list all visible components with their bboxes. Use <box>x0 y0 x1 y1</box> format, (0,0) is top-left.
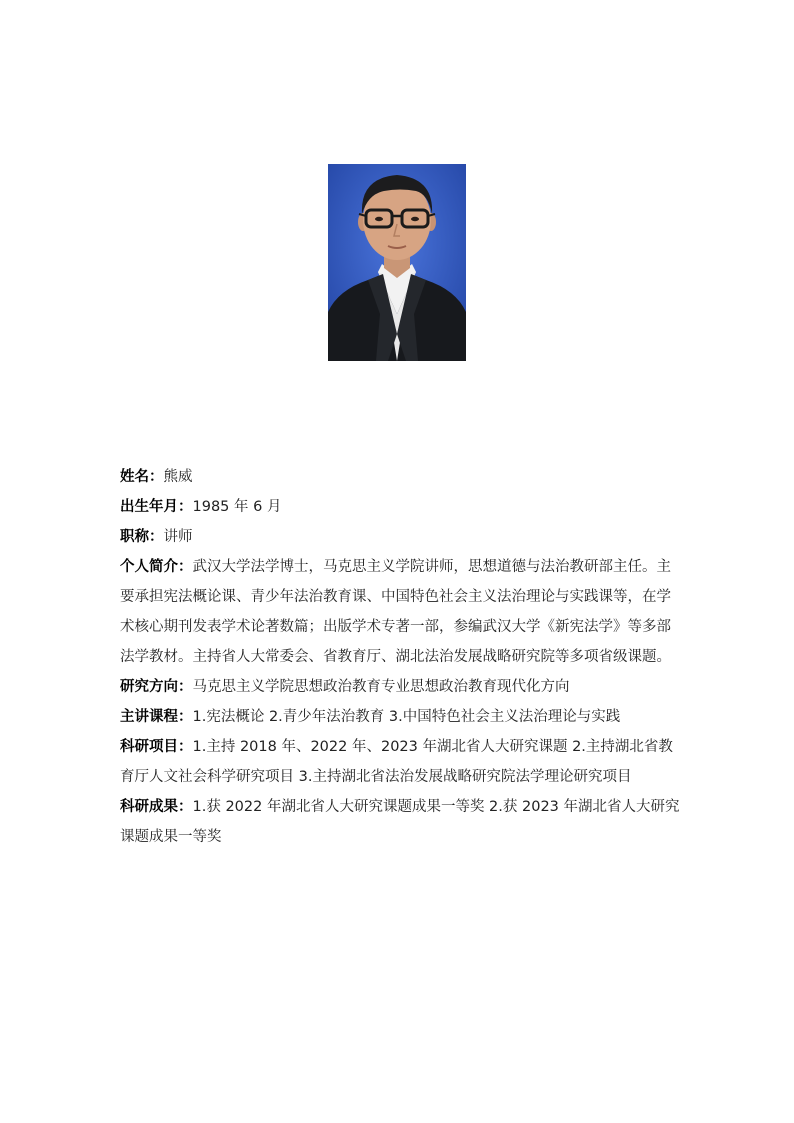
title-value: 讲师 <box>163 529 193 545</box>
title-field <box>120 522 680 552</box>
bio-field <box>120 552 680 672</box>
research-value: 马克思主义学院思想政治教育专业思想政治教育现代化方向 <box>192 679 570 695</box>
achievements-label: 科研成果： <box>120 799 193 815</box>
birth-value: 1985 年 6 月 <box>192 499 282 515</box>
title-label: 职称： <box>120 529 164 545</box>
courses-value: 1.宪法概论 2.青少年法治教育 3.中国特色社会主义法治理论与实践 <box>192 709 621 725</box>
birth-field <box>120 492 680 522</box>
bio-value: 武汉大学法学博士，马克思主义学院讲师，思想道德与法治教研部主任。主要承担宪法概论课、青少年法治教育课、中国特色社会主义法治理论与实践课等，在学术核心期刊发表学术论著数篇；出版学术专著一部，参编武汉大学《新宪法学》等多部法学教材。主持省人大常委会、省教育厅、湖北法治发展战略研究院等多项省级课题。 <box>120 559 671 665</box>
projects-field <box>120 732 680 792</box>
projects-value: 1.主持 2018 年、2022 年、2023 年湖北省人大研究课题 2.主持湖北省教育厅人文社会科学研究项目 3.主持湖北省法治发展战略研究院法学理论研究项目 <box>120 739 673 785</box>
portrait-photo <box>328 164 466 361</box>
achievements-field <box>120 792 680 852</box>
birth-label: 出生年月： <box>120 499 193 515</box>
name-label: 姓名： <box>120 469 164 485</box>
name-field <box>120 462 680 492</box>
research-label: 研究方向： <box>120 679 193 695</box>
courses-field <box>120 702 680 732</box>
portrait-illustration <box>328 164 466 361</box>
bio-label: 个人简介： <box>120 559 193 575</box>
name-value: 熊威 <box>163 469 193 485</box>
achievements-value: 1.获 2022 年湖北省人大研究课题成果一等奖 2.获 2023 年湖北省人大研究课题成果一等奖 <box>120 799 680 845</box>
courses-label: 主讲课程： <box>120 709 193 725</box>
research-field <box>120 672 680 702</box>
projects-label: 科研项目： <box>120 739 193 755</box>
profile-section <box>120 462 680 852</box>
